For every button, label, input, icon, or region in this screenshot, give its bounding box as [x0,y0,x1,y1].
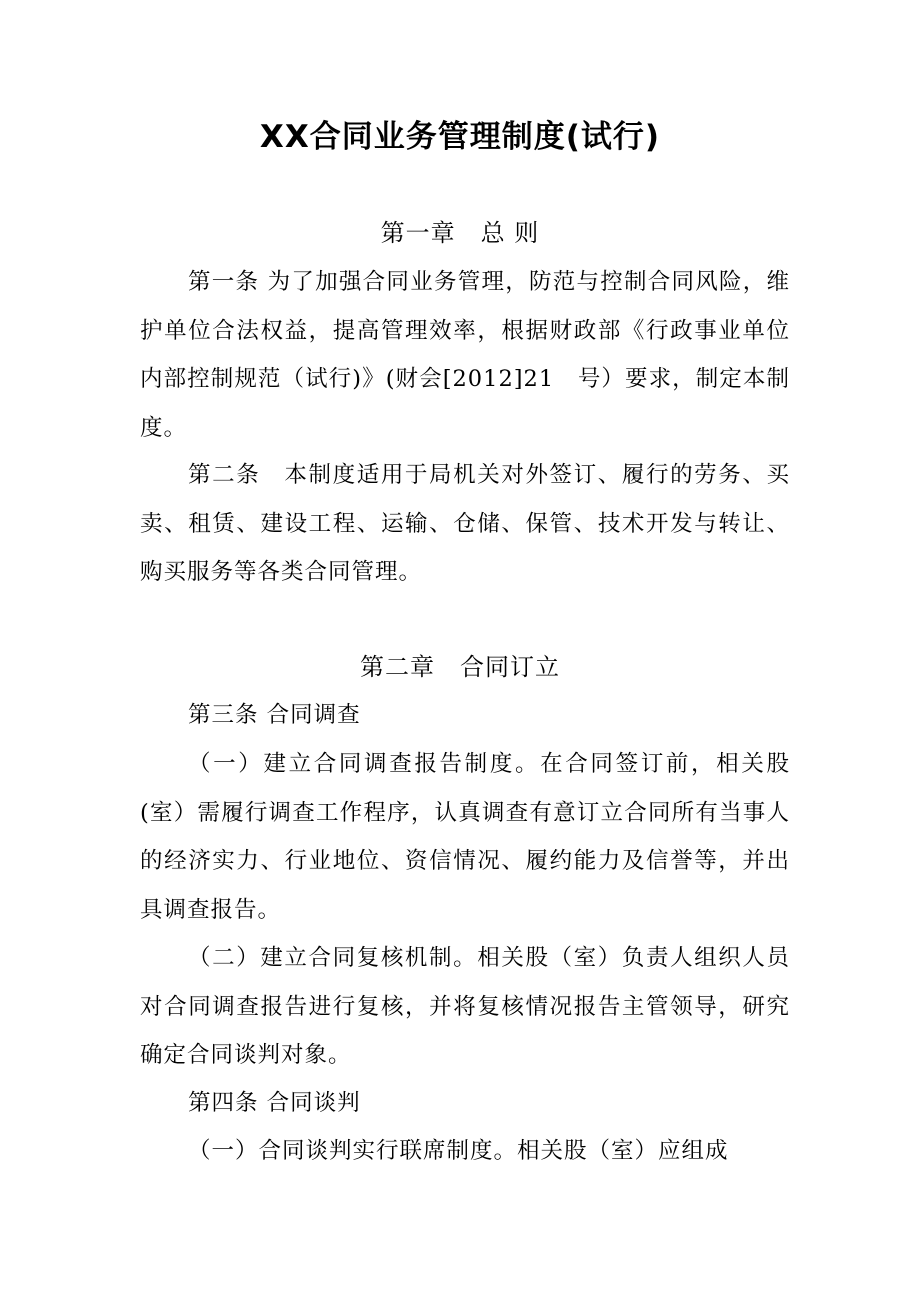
document-title: XX合同业务管理制度(试行) [259,119,661,155]
chapter-2-heading: 第二章 合同订立 [360,653,560,681]
article-4-heading: 第四条 合同谈判 [188,1090,361,1116]
chapter-1-heading: 第一章 总 则 [380,219,540,247]
article-1: 第一条 为了加强合同业务管理，防范与控制合同风险，维护单位合法权益，提高管理效率，根据财政部《行政事业单位内部控制规范（试行)》(财会[2012]21 号）要求，制定本制度。 [140,269,790,441]
article-3-clause-1: （一）建立合同调查报告制度。在合同签订前，相关股(室）需履行调查工作程序，认真调查有意订立合同所有当事人的经济实力、行业地位、资信情况、履约能力及信誉等，并出具调查报告。 [140,751,790,923]
article-3-heading: 第三条 合同调查 [188,702,361,728]
article-2: 第二条 本制度适用于局机关对外签订、履行的劳务、买卖、租赁、建设工程、运输、仓储、保管、技术开发与转让、购买服务等各类合同管理。 [140,462,790,585]
article-4-clause-1: （一）合同谈判实行联席制度。相关股（室）应组成 [188,1138,729,1164]
article-3-clause-2: （二）建立合同复核机制。相关股（室）负责人组织人员对合同调查报告进行复核，并将复核情况报告主管领导，研究确定合同谈判对象。 [140,945,790,1068]
